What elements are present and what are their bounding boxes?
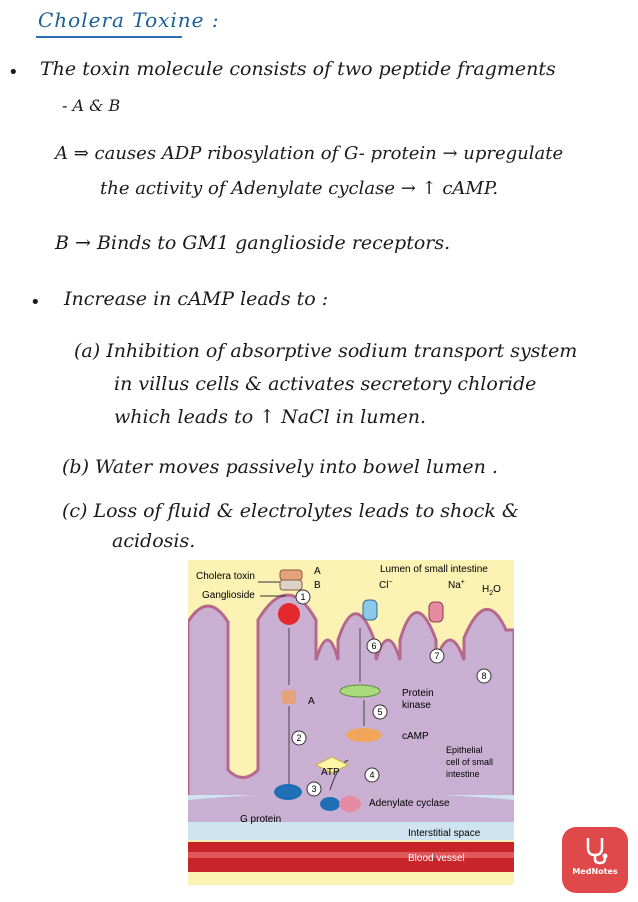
protein-kinase <box>340 685 380 697</box>
step-8: 8 <box>481 671 487 681</box>
line-adenylate: the activity of Adenylate cyclase → ↑ cAMP. <box>100 178 499 199</box>
step-5: 5 <box>377 707 383 717</box>
step-3: 3 <box>311 784 317 794</box>
step-6: 6 <box>371 641 377 651</box>
mednotes-logo <box>562 827 628 893</box>
sodium-channel <box>429 602 443 622</box>
label-cell-small: cell of small <box>446 757 494 767</box>
line-a-causes: A ⇒ causes ADP ribosylation of G- protein → upregulate <box>55 143 564 164</box>
line-toxin-molecule: The toxin molecule consists of two peptide fragments <box>40 58 556 80</box>
label-h2o: $H_2O$ <box>482 584 501 597</box>
title-underline <box>36 36 182 38</box>
page-title: Cholera Toxine : <box>38 8 220 32</box>
label-camp: cAMP <box>402 731 429 742</box>
label-protein: Protein <box>402 688 434 699</box>
line-loss-fluid: (c) Loss of fluid & electrolytes leads to shock & <box>62 500 519 522</box>
label-intestine: intestine <box>446 769 480 779</box>
g-protein-active <box>320 797 340 811</box>
step-4: 4 <box>369 770 375 780</box>
line-water: (b) Water moves passively into bowel lumen . <box>62 456 498 478</box>
cholera-toxin-diagram <box>188 560 514 885</box>
bullet-1: • <box>8 62 19 83</box>
label-a-mid: A <box>308 696 315 707</box>
label-lumen: Lumen of small intestine <box>380 564 488 575</box>
label-adenylate-cyclase: Adenylate cyclase <box>369 798 450 809</box>
line-fragments: - A & B <box>62 96 121 115</box>
adenylate-cyclase <box>339 796 361 812</box>
line-acidosis: acidosis. <box>112 530 196 552</box>
camp-molecule <box>346 728 382 742</box>
label-ganglioside: Ganglioside <box>202 590 255 601</box>
line-inhibition: (a) Inhibition of absorptive sodium transport system <box>74 340 578 362</box>
blood-vessel-highlight <box>188 852 514 858</box>
step-1: 1 <box>300 592 306 602</box>
g-protein <box>274 784 302 800</box>
toxin-a-subunit <box>280 570 302 580</box>
line-increase-camp: Increase in cAMP leads to : <box>64 288 329 310</box>
bullet-2: • <box>30 292 41 313</box>
stethoscope-icon <box>580 835 610 865</box>
label-atp: ATP <box>321 767 340 778</box>
label-cholera-toxin: Cholera toxin <box>196 571 255 582</box>
label-cl: Cl− <box>379 579 393 591</box>
line-nacl: which leads to ↑ NaCl in lumen. <box>114 406 426 428</box>
a-fragment <box>282 690 296 704</box>
label-blood-vessel: Blood vessel <box>408 853 465 864</box>
step-2: 2 <box>296 733 302 743</box>
label-a-top: A <box>314 566 321 577</box>
step-7: 7 <box>434 651 440 661</box>
label-interstitial: Interstitial space <box>408 828 481 839</box>
line-villus-cells: in villus cells & activates secretory chloride <box>114 373 537 395</box>
label-b: B <box>314 580 321 591</box>
label-epithelial: Epithelial <box>446 745 483 755</box>
label-kinase: kinase <box>402 700 431 711</box>
toxin-b-subunit <box>280 580 302 590</box>
chloride-channel <box>363 600 377 620</box>
label-na: Na+ <box>448 579 465 591</box>
logo-text: MedNotes <box>572 867 618 876</box>
line-b-binds: B → Binds to GM1 ganglioside receptors. <box>55 232 451 254</box>
ganglioside-receptor <box>278 603 300 625</box>
label-g-protein: G protein <box>240 814 282 825</box>
